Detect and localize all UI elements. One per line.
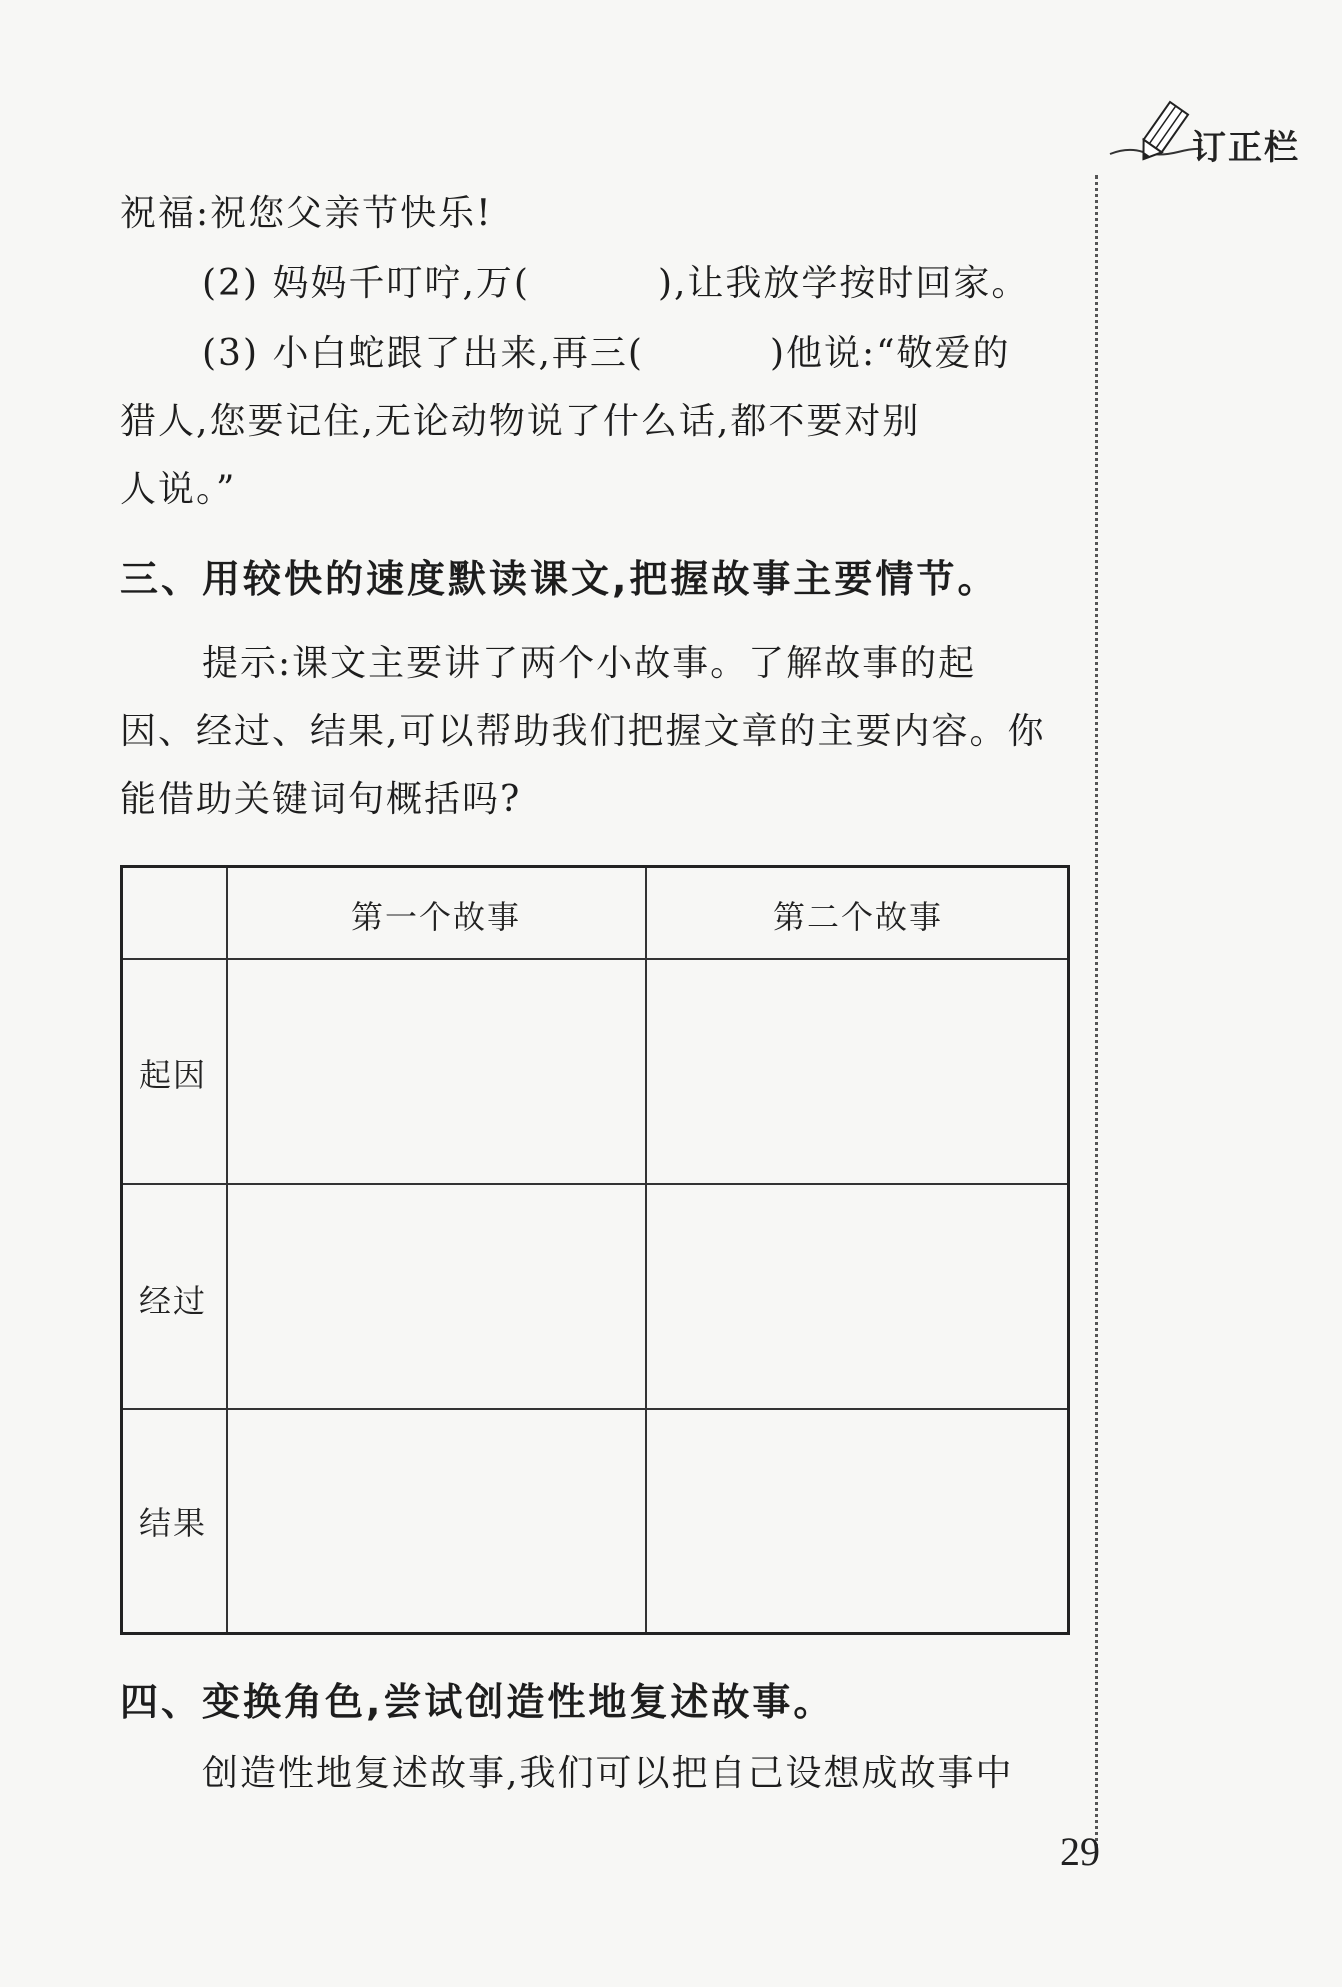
exercise-text: ),让我放学按时回家。 xyxy=(657,263,1030,304)
correction-column-label: 订正栏 xyxy=(1192,128,1300,168)
section-heading-4: 四、变换角色,尝试创造性地复述故事。 xyxy=(120,1680,835,1724)
text-line: 祝福:祝您父亲节快乐! xyxy=(120,193,493,234)
answer-cell[interactable] xyxy=(229,961,643,1181)
tip-line: 因、经过、结果,可以帮助我们把握文章的主要内容。你 xyxy=(120,711,1046,752)
answer-cell[interactable] xyxy=(229,1411,643,1631)
text-line: 创造性地复述故事,我们可以把自己设想成故事中 xyxy=(202,1753,1014,1794)
row-header-cause: 起因 xyxy=(139,1056,208,1094)
table-divider xyxy=(226,868,228,1632)
exercise-text: (2) 妈妈千叮咛,万( xyxy=(202,263,530,304)
text-line: 人说。” xyxy=(120,469,237,510)
table-divider xyxy=(645,868,647,1632)
row-header-result: 结果 xyxy=(139,1504,208,1542)
section-heading-3: 三、用较快的速度默读课文,把握故事主要情节。 xyxy=(120,557,999,601)
table-divider xyxy=(123,1408,1067,1410)
row-header-process: 经过 xyxy=(139,1282,208,1320)
text-line: 猎人,您要记住,无论动物说了什么话,都不要对别 xyxy=(120,401,921,442)
table-divider xyxy=(123,1183,1067,1185)
table-divider xyxy=(123,958,1067,960)
answer-cell[interactable] xyxy=(229,1186,643,1406)
column-header-story-1: 第一个故事 xyxy=(351,898,522,936)
story-summary-table xyxy=(120,865,1070,1635)
exercise-text: )他说:“敬爱的 xyxy=(769,333,1011,374)
answer-cell[interactable] xyxy=(648,1186,1068,1406)
column-header-story-2: 第二个故事 xyxy=(773,898,944,936)
answer-cell[interactable] xyxy=(648,1411,1068,1631)
tip-line: 提示:课文主要讲了两个小故事。了解故事的起 xyxy=(202,643,977,684)
tip-line: 能借助关键词句概括吗? xyxy=(120,779,522,820)
page-number: 29 xyxy=(1060,1829,1100,1874)
exercise-item-2 xyxy=(202,262,1029,306)
exercise-text: (3) 小白蛇跟了出来,再三( xyxy=(202,333,644,374)
answer-cell[interactable] xyxy=(648,961,1068,1181)
exercise-item-3 xyxy=(202,332,1011,376)
margin-dotted-rule xyxy=(1095,175,1098,1855)
